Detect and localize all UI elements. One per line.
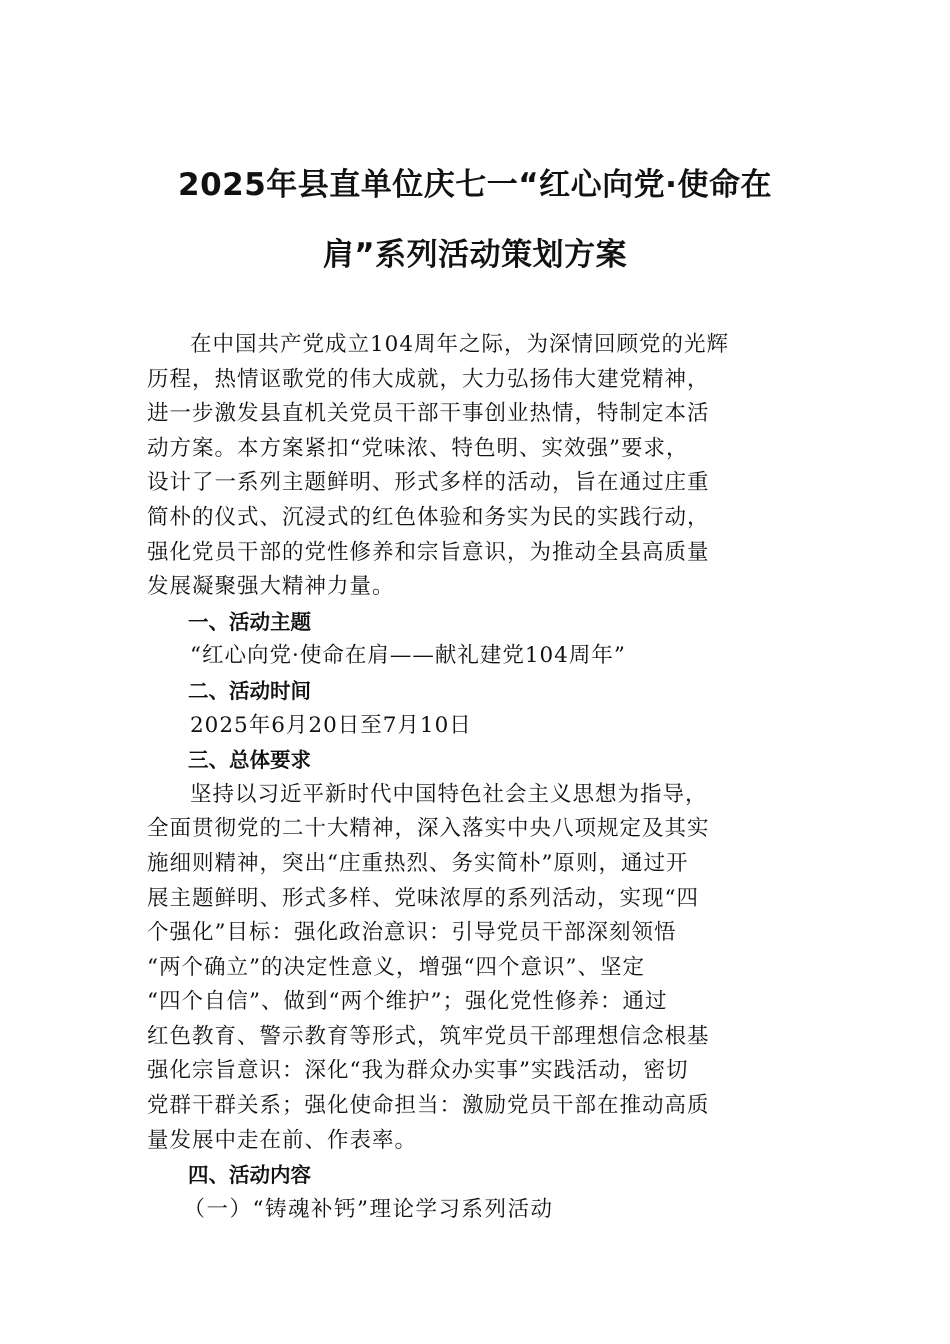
intro-line: 历程，热情讴歌党的伟大成就，大力弘扬伟大建党精神，	[147, 366, 710, 392]
intro-line: 在中国共产党成立104周年之际，为深情回顾党的光辉	[190, 332, 730, 357]
intro-line: 设计了一系列主题鲜明、形式多样的活动，旨在通过庄重	[147, 470, 710, 496]
section-heading-content: 四、活动内容	[188, 1163, 311, 1188]
activity-time-text: 2025年6月20日至7月10日	[190, 712, 472, 738]
intro-paragraph	[147, 328, 803, 605]
requirements-line: “两个确立”的决定性意义，增强“四个意识”、坚定	[147, 954, 645, 980]
intro-line: 动方案。本方案紧扣“党味浓、特色明、实效强”要求，	[147, 435, 689, 461]
requirements-line: 全面贯彻党的二十大精神，深入落实中央八项规定及其实	[147, 816, 710, 842]
intro-line: 进一步激发县直机关党员干部干事创业热情，特制定本活	[147, 401, 710, 427]
document-body	[147, 328, 803, 1227]
requirements-line: 施细则精神，突出“庄重热烈、务实简朴”原则，通过开	[147, 850, 689, 876]
section-heading-theme: 一、活动主题	[188, 609, 311, 634]
requirements-line: 展主题鲜明、形式多样、党味浓厚的系列活动，实现“四	[147, 885, 699, 911]
section-heading-requirements: 三、总体要求	[188, 748, 311, 773]
intro-line: 发展凝聚强大精神力量。	[147, 574, 395, 600]
document-title	[147, 150, 803, 290]
requirements-line: 强化宗旨意识：深化“我为群众办实事”实践活动，密切	[147, 1058, 689, 1084]
requirements-line: 个强化”目标：强化政治意识：引导党员干部深刻领悟	[147, 920, 677, 946]
section-heading-time: 二、活动时间	[188, 678, 311, 703]
requirements-paragraph	[147, 778, 803, 1159]
document-page	[147, 150, 803, 1227]
subsection-heading-theory-study: （一）“铸魂补钙”理论学习系列活动	[183, 1196, 554, 1222]
intro-line: 强化党员干部的党性修养和宗旨意识，为推动全县高质量	[147, 539, 710, 565]
title-line-1: 2025年县直单位庆七一“红心向党·使命在	[178, 167, 772, 203]
requirements-line: 坚持以习近平新时代中国特色社会主义思想为指导，	[190, 781, 708, 807]
title-line-2: 肩”系列活动策划方案	[322, 237, 628, 273]
requirements-line: “四个自信”、做到“两个维护”；强化党性修养：通过	[147, 989, 668, 1015]
requirements-line: 党群干群关系；强化使命担当：激励党员干部在推动高质	[147, 1093, 710, 1119]
intro-line: 简朴的仪式、沉浸式的红色体验和务实为民的实践行动，	[147, 504, 710, 530]
requirements-line: 量发展中走在前、作表率。	[147, 1127, 418, 1153]
activity-theme-text: “红心向党·使命在肩——献礼建党104周年”	[190, 643, 626, 669]
requirements-line: 红色教育、警示教育等形式，筑牢党员干部理想信念根基	[147, 1023, 710, 1049]
